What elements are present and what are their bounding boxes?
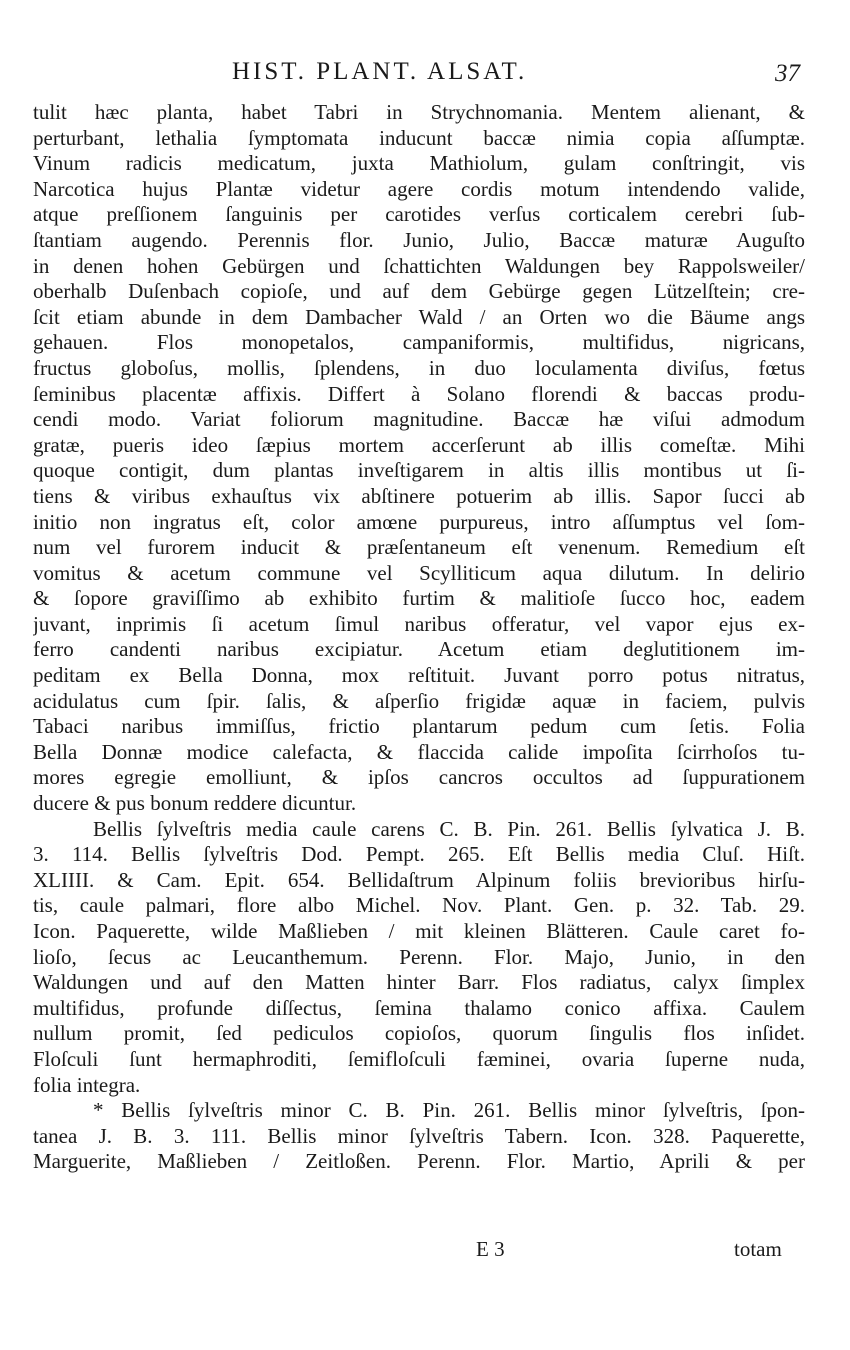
text-line: lioſo, ſecus ac Leucanthemum. Perenn. Flor. Majo, Junio, in den: [33, 944, 805, 969]
text-line: 3. 114. Bellis ſylveſtris Dod. Pempt. 265. Eſt Bellis media Cluſ. Hiſt.: [33, 842, 805, 867]
text-line: & ſopore graviſſimo ab exhibito furtim & malitioſe ſucco hoc, eadem: [33, 586, 805, 611]
text-line: in denen hohen Gebürgen und ſchattichten Waldungen bey Rappolsweiler/: [33, 253, 805, 278]
signature-mark: E 3: [476, 1237, 505, 1261]
text-line: folia integra.: [33, 1072, 141, 1097]
text-line: Bella Donnæ modice calefacta, & flaccida calide impoſita ſcirrhoſos tu-: [33, 739, 805, 764]
body-text: [33, 100, 805, 1175]
text-line: gehauen. Flos monopetalos, campaniformis, multifidus, nigricans,: [33, 330, 805, 355]
text-line: Waldungen und auf den Matten hinter Barr. Flos radiatus, calyx ſimplex: [33, 970, 805, 995]
text-line: XLIIII. & Cam. Epit. 654. Bellidaſtrum Alpinum foliis brevioribus hirſu-: [33, 867, 805, 892]
catchword: totam: [734, 1237, 782, 1261]
text-line: Vinum radicis medicatum, juxta Mathiolum, gulam conſtringit, vis: [33, 151, 805, 176]
text-line: ferro candenti naribus excipiatur. Acetum etiam deglutitionem im-: [33, 637, 805, 662]
running-title: HIST. PLANT. ALSAT.: [232, 58, 528, 85]
text-line: tulit hæc planta, habet Tabri in Strychnomania. Mentem alienant, &: [33, 100, 805, 124]
text-line: quoque contigit, dum plantas inveſtigarem in altis illis montibus ut ſi-: [33, 458, 805, 483]
page-footer: [0, 1234, 850, 1264]
text-line: ſcit etiam abunde in dem Dambacher Wald / an Orten wo die Bäume angs: [33, 304, 805, 329]
text-line: ſeminibus placentæ affixis. Differt à Solano florendi & baccas produ-: [33, 381, 805, 406]
text-line: ſtantiam augendo. Perennis flor. Junio, Julio, Baccæ maturæ Auguſto: [33, 227, 805, 252]
text-line: mores egregie emolliunt, & ipſos cancros occultos ad ſuppurationem: [33, 765, 805, 790]
text-line: tanea J. B. 3. 111. Bellis minor ſylveſtris Tabern. Icon. 328. Paquerette,: [33, 1123, 805, 1148]
text-line: multifidus, profunde diſſectus, ſemina thalamo conico affixa. Caulem: [33, 995, 805, 1020]
text-line: tis, caule palmari, flore albo Michel. Nov. Plant. Gen. p. 32. Tab. 29.: [33, 893, 805, 918]
text-line: fructus globoſus, mollis, ſplendens, in duo loculamenta diviſus, fœtus: [33, 355, 805, 380]
text-line: vomitus & acetum commune vel Scylliticum aqua dilutum. In delirio: [33, 560, 805, 585]
text-line: initio non ingratus eſt, color amœne purpureus, intro aſſumptus vel ſom-: [33, 509, 805, 534]
text-line: cendi modo. Variat foliorum magnitudine. Baccæ hæ viſui admodum: [33, 407, 805, 432]
text-line: Bellis ſylveſtris media caule carens C. B. Pin. 261. Bellis ſylvatica J. B.: [93, 816, 805, 841]
text-line: perturbant, lethalia ſymptomata inducunt baccæ nimia copia aſſumptæ.: [33, 125, 805, 150]
page-number: 37: [775, 60, 800, 87]
text-line: peditam ex Bella Donna, mox reſtituit. Juvant porro potus nitratus,: [33, 663, 805, 688]
text-line: tiens & viribus exhauſtus vix abſtinere potuerim ab illis. Sapor ſucci ab: [33, 483, 805, 508]
text-line: Floſculi ſunt hermaphroditi, ſemifloſculi fæminei, ovaria ſuperne nuda,: [33, 1046, 805, 1071]
text-line: gratæ, pueris ideo ſæpius mortem accerſerunt ab illis comeſtæ. Mihi: [33, 432, 805, 457]
text-line: ducere & pus bonum reddere dicuntur.: [33, 791, 357, 816]
text-line: juvant, inprimis ſi acetum ſimul naribus offeratur, vel vapor ejus ex-: [33, 611, 805, 636]
text-line: atque preſſionem ſanguinis per carotides verſus corticalem cerebri ſub-: [33, 202, 805, 227]
text-line: nullum promit, ſed pediculos copioſos, quorum ſingulis flos inſidet.: [33, 1021, 805, 1046]
text-line: Marguerite, Maßlieben / Zeitloßen. Perenn. Flor. Martio, Aprili & per: [33, 1149, 805, 1174]
text-line: Tabaci naribus immiſſus, frictio plantarum pedum cum ſetis. Folia: [33, 714, 805, 739]
text-line: Icon. Paquerette, wilde Maßlieben / mit kleinen Blätteren. Caule caret fo-: [33, 919, 805, 943]
text-line: num vel furorem inducit & præſentaneum eſt venenum. Remedium eſt: [33, 535, 805, 560]
text-line: Narcotica hujus Plantæ videtur agere cordis motum intendendo valide,: [33, 176, 805, 201]
text-line: oberhalb Duſenbach copioſe, und auf dem Gebürge gegen Lützelſtein; cre-: [33, 279, 805, 304]
running-head: [0, 56, 850, 88]
text-line: acidulatus cum ſpir. ſalis, & aſperſio frigidæ aquæ in faciem, pulvis: [33, 688, 805, 713]
text-line: * Bellis ſylveſtris minor C. B. Pin. 261. Bellis minor ſylveſtris, ſpon-: [93, 1098, 805, 1123]
